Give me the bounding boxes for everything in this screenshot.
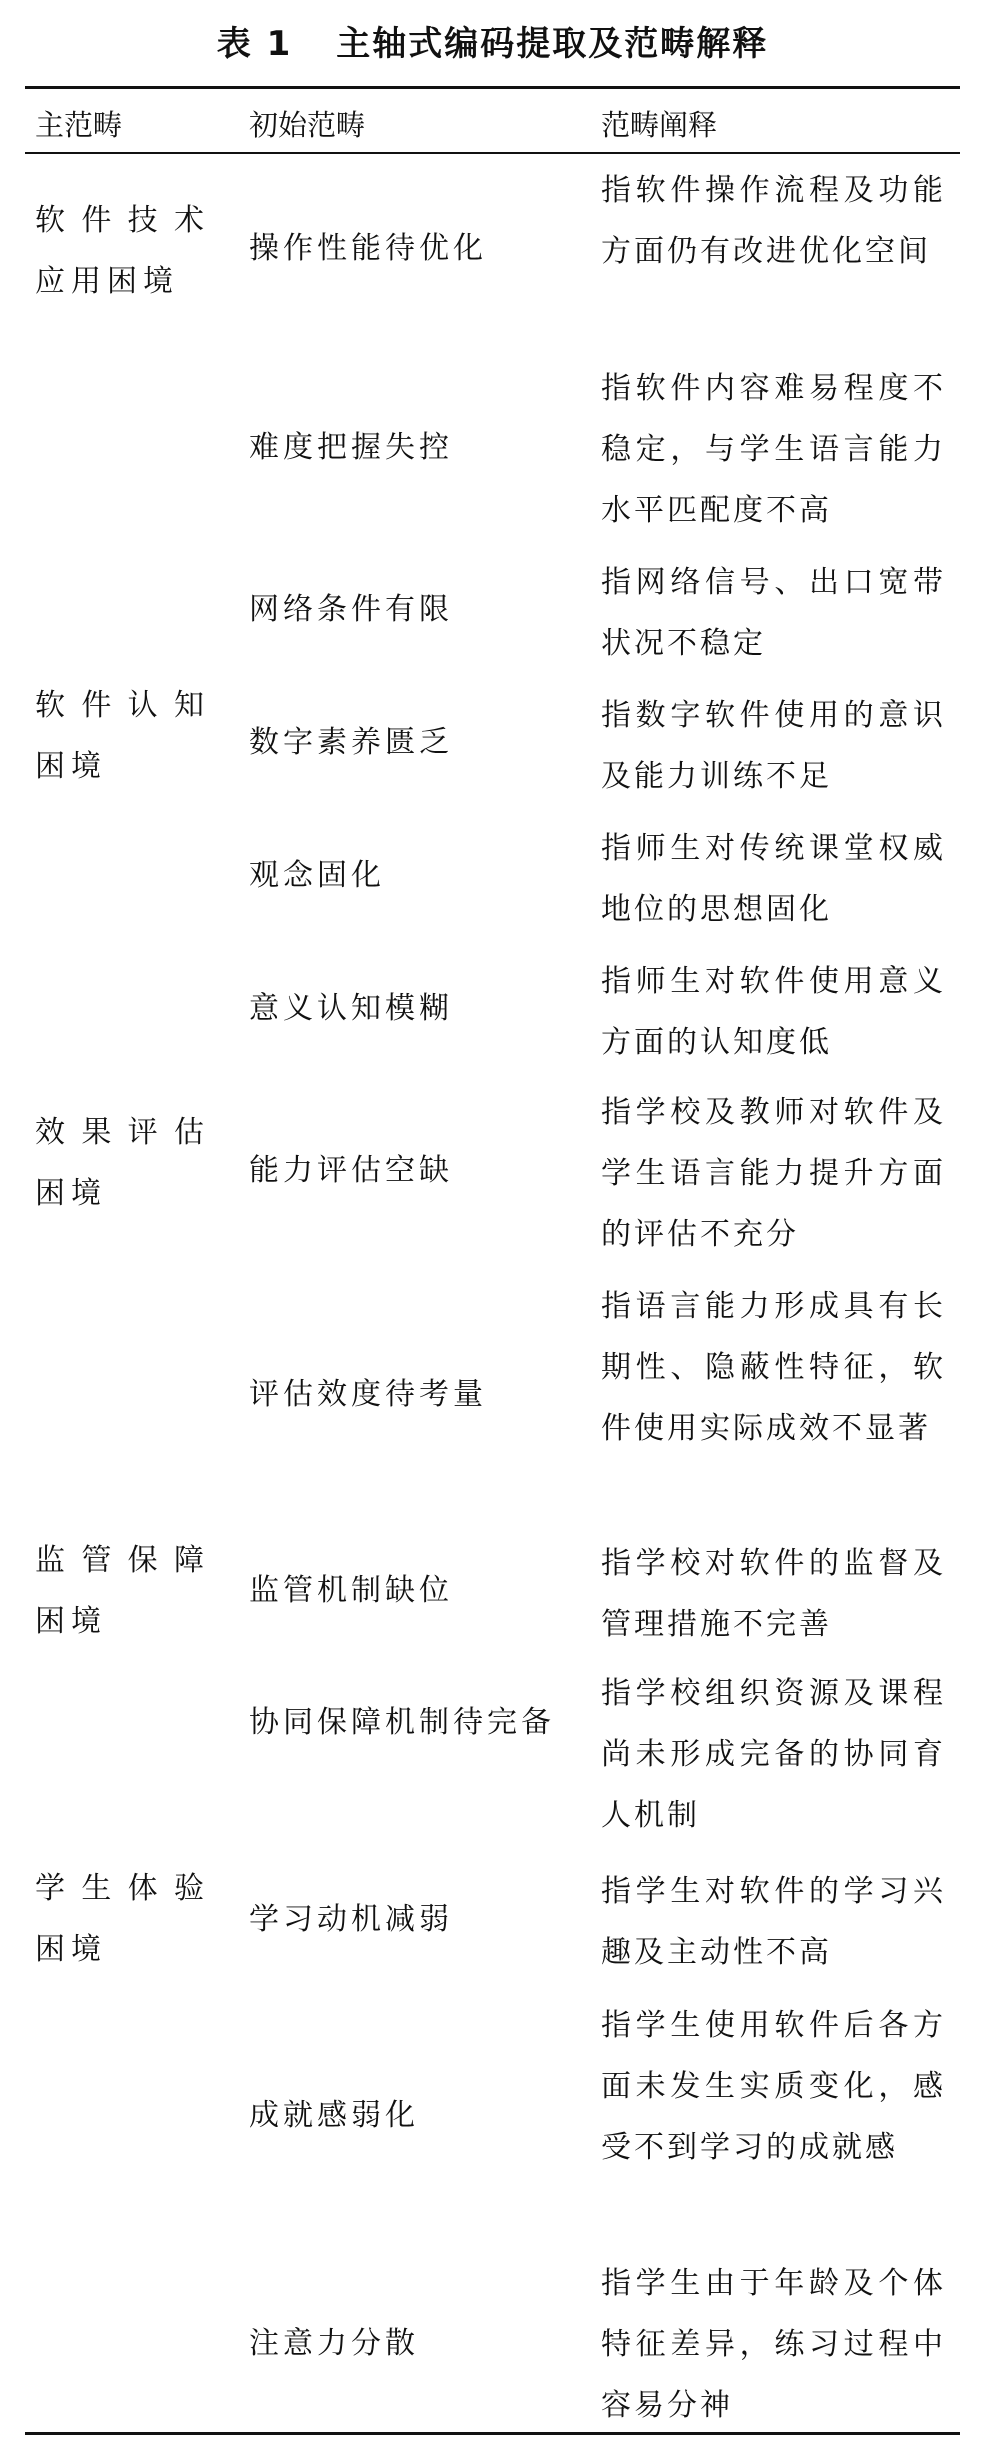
initial-category: 意义认知模糊 xyxy=(249,991,453,1026)
table-number: 表 1 xyxy=(216,23,293,64)
category-explanation: 指数字软件使用的意识及能力训练不足 xyxy=(601,698,946,794)
category-explanation: 指学校及教师对软件及学生语言能力提升方面的评估不充分 xyxy=(601,1095,946,1252)
category-explanation: 指学生对软件的学习兴趣及主动性不高 xyxy=(601,1874,946,1970)
category-explanation: 指软件操作流程及功能方面仍有改进优化空间 xyxy=(601,173,946,269)
header-main-category: 主范畴 xyxy=(35,108,123,142)
table-bottom-rule xyxy=(25,2432,960,2435)
initial-category: 学习动机减弱 xyxy=(249,1902,453,1937)
category-explanation: 指师生对传统课堂权威地位的思想固化 xyxy=(601,831,946,927)
table-title: 主轴式编码提取及范畴解释 xyxy=(336,23,769,64)
main-category-evaluation: 效果评估困境 xyxy=(35,1115,210,1211)
category-explanation: 指网络信号、出口宽带状况不稳定 xyxy=(601,565,946,661)
initial-category: 协同保障机制待完备 xyxy=(249,1705,555,1740)
category-explanation: 指学生由于年龄及个体特征差异，练习过程中容易分神 xyxy=(601,2266,946,2423)
category-explanation: 指学生使用软件后各方面未发生实质变化，感受不到学习的成就感 xyxy=(601,2008,946,2165)
table-header xyxy=(0,89,985,152)
initial-category: 数字素养匮乏 xyxy=(249,725,453,760)
main-category-software-cognition: 软件认知困境 xyxy=(35,688,210,784)
initial-category: 能力评估空缺 xyxy=(249,1153,453,1188)
initial-category: 观念固化 xyxy=(249,858,385,893)
initial-category: 网络条件有限 xyxy=(249,592,453,627)
header-category-explanation: 范畴阐释 xyxy=(601,108,718,142)
initial-category: 注意力分散 xyxy=(249,2326,419,2361)
category-explanation: 指软件内容难易程度不稳定，与学生语言能力水平匹配度不高 xyxy=(601,371,946,528)
initial-category: 难度把握失控 xyxy=(249,430,453,465)
category-explanation: 指师生对软件使用意义方面的认知度低 xyxy=(601,964,946,1060)
category-explanation: 指学校组织资源及课程尚未形成完备的协同育人机制 xyxy=(601,1676,946,1833)
initial-category: 评估效度待考量 xyxy=(249,1377,487,1412)
initial-category: 成就感弱化 xyxy=(249,2098,419,2133)
main-category-software-tech: 软件技术应用困境 xyxy=(35,203,210,299)
initial-category: 操作性能待优化 xyxy=(249,231,487,266)
main-category-supervision: 监管保障困境 xyxy=(35,1543,210,1639)
initial-category: 监管机制缺位 xyxy=(249,1573,453,1608)
table-header-rule xyxy=(25,152,960,154)
main-category-student-experience: 学生体验困境 xyxy=(35,1871,210,1967)
category-explanation: 指学校对软件的监督及管理措施不完善 xyxy=(601,1546,946,1642)
header-initial-category: 初始范畴 xyxy=(249,108,366,142)
table-caption xyxy=(0,0,985,80)
category-explanation: 指语言能力形成具有长期性、隐蔽性特征，软件使用实际成效不显著 xyxy=(601,1289,946,1446)
